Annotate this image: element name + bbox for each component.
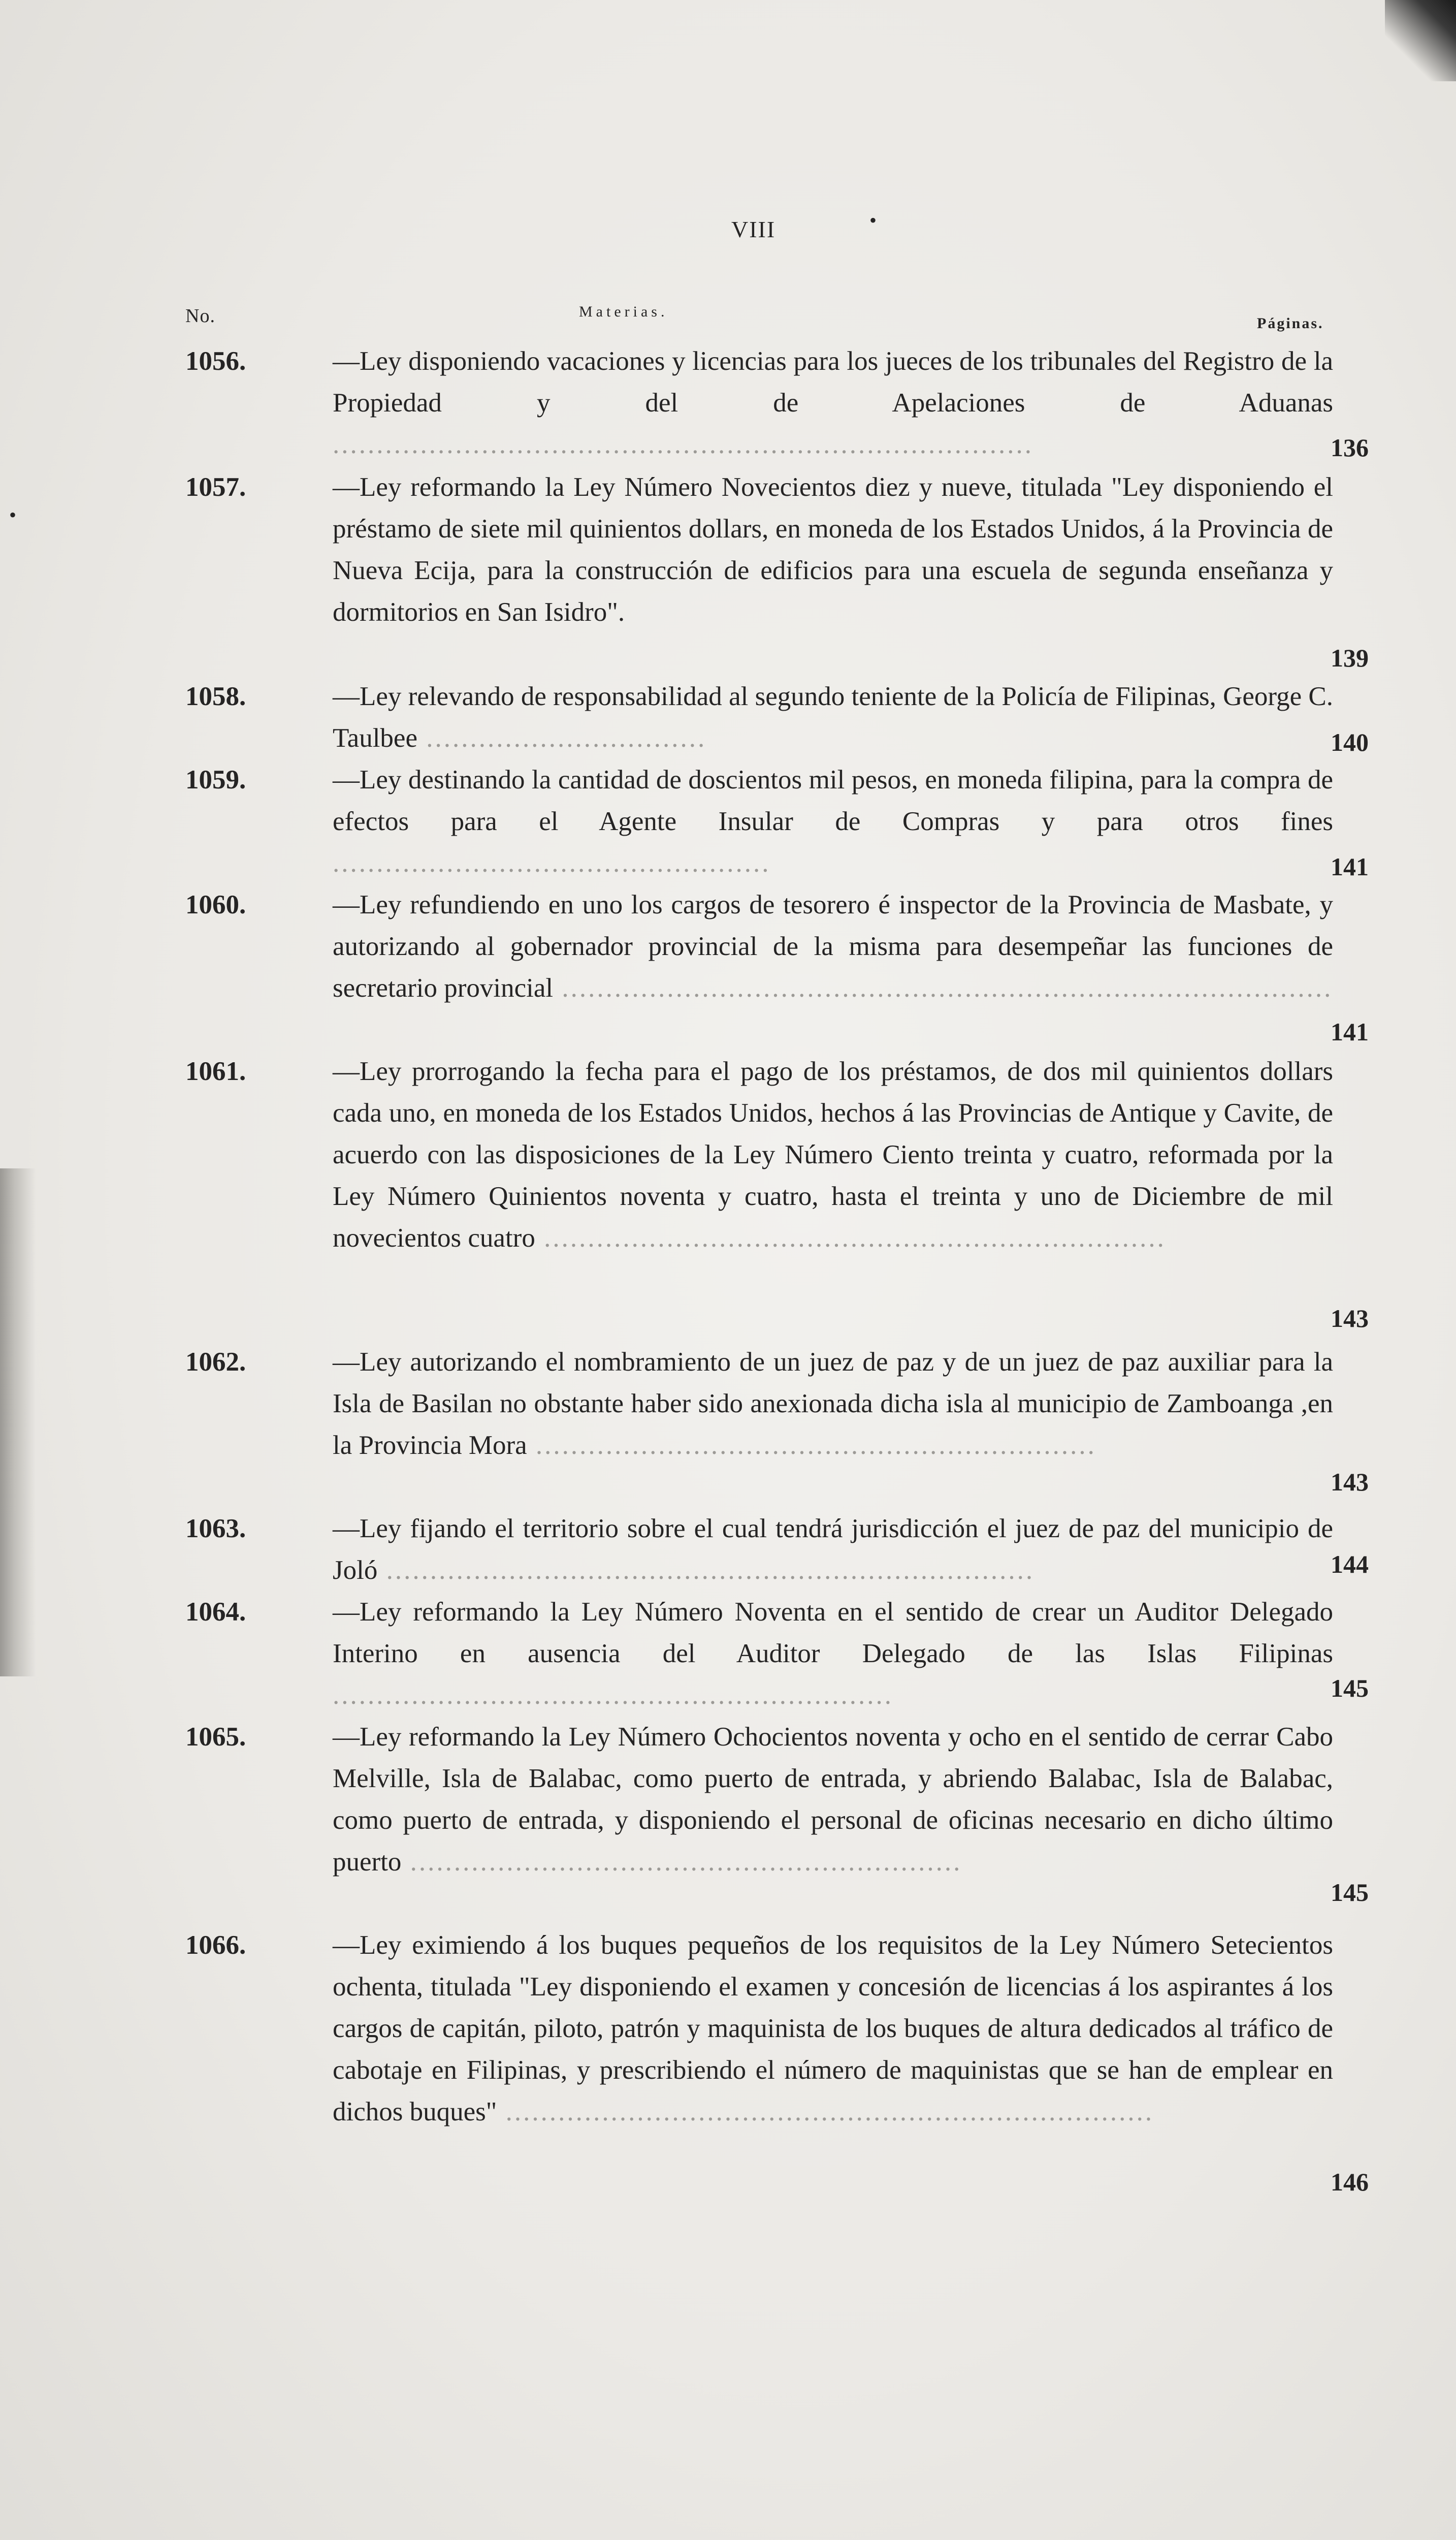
entry-number: 1065. <box>185 1722 246 1752</box>
entry-page: 141 <box>1331 1018 1369 1046</box>
header-subject: Materias. <box>579 303 668 320</box>
entry-number: 1064. <box>185 1597 246 1627</box>
entry-page: 144 <box>1331 1550 1369 1578</box>
entry-page: 143 <box>1331 1468 1369 1496</box>
entry-text: —Ley reformando la Ley Número Novecientos diez y nueve, titulada "Ley disponiendo el préstamo de siete mil quinientos dollars, en moneda de los Estados Unidos, á la Provincia de Nueva Ecija, para la construcción de edificios para una escuela de segunda enseñanza y dormitorios en San Isidro". <box>333 472 1333 627</box>
entry-page: 139 <box>1331 644 1369 672</box>
entry-page: 141 <box>1331 852 1369 881</box>
entry-number: 1056. <box>185 346 246 376</box>
ink-dot: • <box>869 209 877 232</box>
entry-text: —Ley refundiendo en uno los cargos de tesorero é inspector de la Provincia de Masbate, y autorizando al gobernador provincial de la misma para desempeñar las funciones de secretario provincial ........................................................................................ <box>333 890 1333 1003</box>
entry-text: —Ley fijando el territorio sobre el cual tendrá jurisdicción el juez de paz del municipio de Joló .......................................................................... <box>333 1514 1333 1585</box>
entry-text: —Ley autorizando el nombramiento de un juez de paz y de un juez de paz auxiliar para la Isla de Basilan no obstante haber sido anexionada dicha isla al municipio de Zamboanga ,en la Provincia Mora ................................................................ <box>333 1347 1333 1460</box>
entry-page: 140 <box>1331 728 1369 756</box>
margin-mark: • <box>9 503 17 526</box>
entry-number: 1058. <box>185 682 246 711</box>
entry-text: —Ley reformando la Ley Número Ochocientos noventa y ocho en el sentido de cerrar Cabo Melville, Isla de Balabac, como puerto de entrada, y abriendo Balabac, Isla de Balabac, como puerto de entrada, y disponiendo el personal de oficinas necesario en dicho último puerto ............................................................... <box>333 1722 1333 1877</box>
header-pages: Páginas. <box>1257 315 1324 332</box>
entry-page: 145 <box>1331 1878 1369 1907</box>
entry-text: —Ley disponiendo vacaciones y licencias para los jueces de los tribunales del Registro de la Propiedad y del de Apelaciones de Aduanas ................................................................................ <box>333 346 1333 459</box>
entry-number: 1062. <box>185 1347 246 1377</box>
entry-text: —Ley reformando la Ley Número Noventa en el sentido de crear un Auditor Delegado Interino en ausencia del Auditor Delegado de las Islas Filipinas ................................................................ <box>333 1597 1333 1710</box>
page-edge-shadow <box>0 1168 36 1676</box>
entry-number: 1057. <box>185 472 246 502</box>
entry-page: 143 <box>1331 1304 1369 1332</box>
entry-text: —Ley relevando de responsabilidad al segundo teniente de la Policía de Filipinas, George C. Taulbee ................................ <box>333 682 1333 753</box>
entry-number: 1060. <box>185 890 246 919</box>
entry-number: 1059. <box>185 765 246 795</box>
entry-number: 1066. <box>185 1930 246 1960</box>
entry-text: —Ley prorrogando la fecha para el pago de los préstamos, de dos mil quinientos dollars cada uno, en moneda de los Estados Unidos, hechos á las Provincias de Antique y Cavite, de acuerdo con las disposiciones de la Ley Número Ciento treinta y cuatro, reformada por la Ley Número Quinientos noventa y cuatro, hasta el treinta y uno de Diciembre de mil novecientos cuatro ....................................................................... <box>333 1057 1333 1253</box>
entry-number: 1061. <box>185 1057 246 1086</box>
entry-page: 146 <box>1331 2168 1369 2196</box>
header-number: No. <box>185 305 215 327</box>
page-number: VIII <box>731 216 776 242</box>
page-corner-shadow <box>1385 0 1456 81</box>
entry-text: —Ley eximiendo á los buques pequeños de los requisitos de la Ley Número Setecientos ochenta, titulada "Ley disponiendo el examen y concesión de licencias á los aspirantes á los cargos de capitán, piloto, patrón y maquinista de los buques de altura dedicados al tráfico de cabotaje en Filipinas, y prescribiendo el número de maquinistas que se han de emplear en dichos buques" .......................................................................... <box>333 1930 1333 2126</box>
entry-page: 136 <box>1331 433 1369 462</box>
entry-page: 145 <box>1331 1674 1369 1702</box>
entry-number: 1063. <box>185 1514 246 1543</box>
entry-text: —Ley destinando la cantidad de doscientos mil pesos, en moneda filipina, para la compra de efectos para el Agente Insular de Compras y para otros fines .................................................. <box>333 765 1333 878</box>
